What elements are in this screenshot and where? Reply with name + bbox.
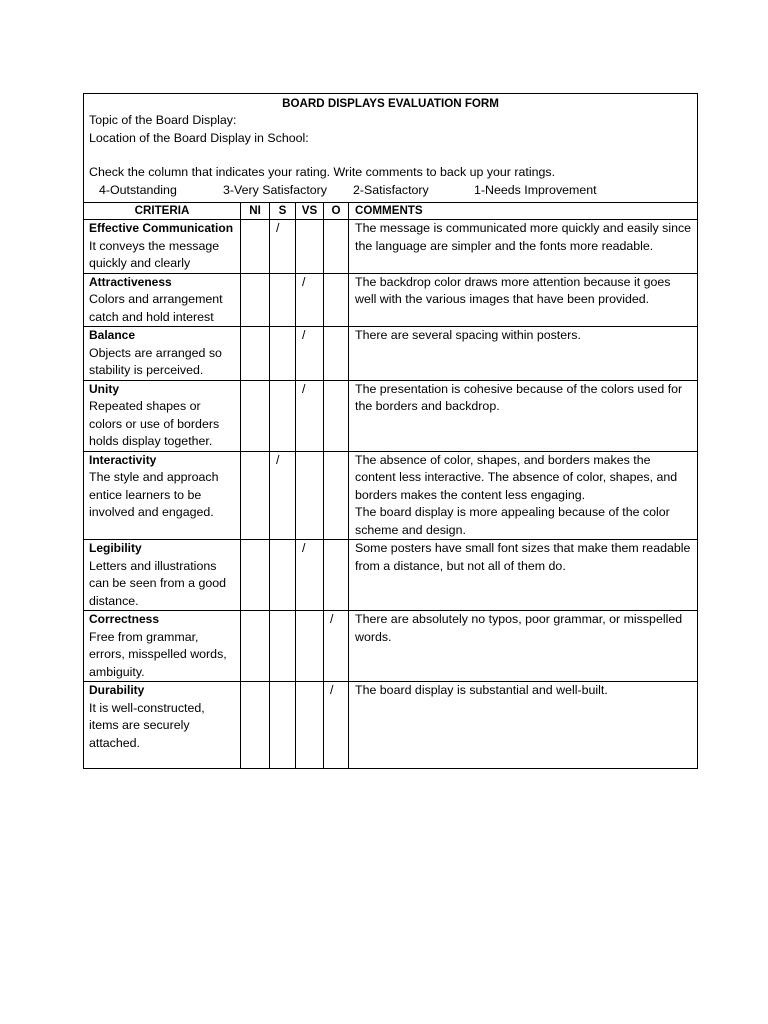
o-rating-cell[interactable] [324,220,349,274]
comment-text: The absence of color, shapes, and borders makes the content less interactive. The absence of color, shapes, and borders makes the content less engaging. [355,452,678,502]
criterion-description: Objects are arranged so stability is perceived. [89,345,222,377]
vs-rating-cell[interactable]: / [296,273,324,327]
table-row [84,451,698,540]
o-rating-cell[interactable]: / [324,611,349,682]
o-rating-cell[interactable] [324,380,349,451]
form-title: BOARD DISPLAYS EVALUATION FORM [282,97,499,110]
o-rating-cell[interactable] [324,327,349,381]
criterion-description: It conveys the message quickly and clearly [89,238,220,270]
criteria-cell [84,327,241,381]
s-rating-cell[interactable] [270,682,296,769]
form-header [84,94,698,203]
o-rating-cell[interactable] [324,540,349,611]
comment-cell[interactable]: The message is communicated more quickly and easily since the language are simpler and the fonts more readable. [349,220,698,274]
form-header-row [84,94,698,203]
criterion-description: Colors and arrangement catch and hold interest [89,292,223,324]
ni-rating-cell[interactable] [241,273,270,327]
table-row [84,540,698,611]
criteria-cell [84,611,241,682]
criterion-name: Balance [89,328,136,342]
s-rating-cell[interactable]: / [270,220,296,274]
vs-rating-cell[interactable]: / [296,540,324,611]
comments-column-header: COMMENTS [349,203,698,220]
criteria-column-header: CRITERIA [84,203,241,220]
o-rating-cell[interactable] [324,451,349,540]
table-row [84,682,698,769]
column-header-row [84,203,698,220]
s-rating-cell[interactable]: / [270,451,296,540]
o-rating-cell[interactable] [324,273,349,327]
comment-cell[interactable]: The backdrop color draws more attention because it goes well with the various images that have been provided. [349,273,698,327]
evaluation-form [83,93,697,769]
table-row [84,380,698,451]
vs-rating-cell[interactable] [296,611,324,682]
vs-rating-cell[interactable] [296,682,324,769]
criteria-cell [84,540,241,611]
scale-item-needs-improvement: 1-Needs Improvement [474,182,597,197]
criterion-name: Durability [89,683,145,697]
ni-rating-cell[interactable] [241,220,270,274]
scale-item-very-satisfactory: 3-Very Satisfactory [223,182,327,197]
instructions-text: Check the column that indicates your rating. Write comments to back up your ratings. [89,165,556,179]
table-row [84,220,698,274]
comment-cell[interactable]: There are several spacing within posters. [349,327,698,381]
o-rating-cell[interactable]: / [324,682,349,769]
criteria-cell [84,220,241,274]
s-column-header: S [270,203,296,220]
s-rating-cell[interactable] [270,380,296,451]
vs-rating-cell[interactable]: / [296,327,324,381]
ni-rating-cell[interactable] [241,327,270,381]
criterion-name: Effective Communication [89,221,234,235]
comment-cell[interactable]: The board display is substantial and well-built. [349,682,698,769]
evaluation-table [83,93,698,769]
criterion-description: Letters and illustrations can be seen from a good distance. [89,558,227,608]
table-row [84,273,698,327]
criteria-cell [84,451,241,540]
vs-rating-cell[interactable] [296,220,324,274]
vs-rating-cell[interactable]: / [296,380,324,451]
s-rating-cell[interactable] [270,327,296,381]
criterion-name: Attractiveness [89,274,172,289]
ni-rating-cell[interactable] [241,451,270,540]
criteria-cell [84,273,241,327]
criterion-name: Correctness [89,612,160,626]
location-label: Location of the Board Display in School: [89,130,309,145]
scale-item-satisfactory: 2-Satisfactory [353,182,429,197]
criterion-name: Unity [89,381,119,396]
ni-rating-cell[interactable] [241,380,270,451]
ni-rating-cell[interactable] [241,682,270,769]
comment-cell[interactable]: There are absolutely no typos, poor grammar, or misspelled words. [349,611,698,682]
criterion-description: Free from grammar, errors, misspelled words, ambiguity. [89,629,227,679]
criterion-name: Interactivity [89,452,157,467]
comment-cell[interactable] [349,451,698,540]
s-rating-cell[interactable] [270,611,296,682]
o-column-header: O [324,203,349,220]
s-rating-cell[interactable] [270,540,296,611]
criterion-description: The style and approach entice learners to be involved and engaged. [89,470,219,519]
rating-scale [89,182,692,200]
criteria-cell [84,682,241,769]
s-rating-cell[interactable] [270,273,296,327]
scale-item-outstanding: 4-Outstanding [99,182,177,197]
criteria-cell [84,380,241,451]
vs-column-header: VS [296,203,324,220]
ni-rating-cell[interactable] [241,540,270,611]
vs-rating-cell[interactable] [296,451,324,540]
criterion-description: It is well-constructed, items are securely attached. [89,700,205,750]
comment-text-second: The board display is more appealing because of the color scheme and design. [355,505,670,537]
header-spacer [89,147,692,164]
comment-cell[interactable]: The presentation is cohesive because of the colors used for the borders and backdrop. [349,380,698,451]
table-row [84,327,698,381]
topic-label: Topic of the Board Display: [89,113,237,127]
table-row [84,611,698,682]
criterion-description: Repeated shapes or colors or use of borders holds display together. [89,399,220,448]
ni-column-header: NI [241,203,270,220]
ni-rating-cell[interactable] [241,611,270,682]
comment-cell[interactable]: Some posters have small font sizes that make them readable from a distance, but not all of them do. [349,540,698,611]
criterion-name: Legibility [89,541,142,555]
